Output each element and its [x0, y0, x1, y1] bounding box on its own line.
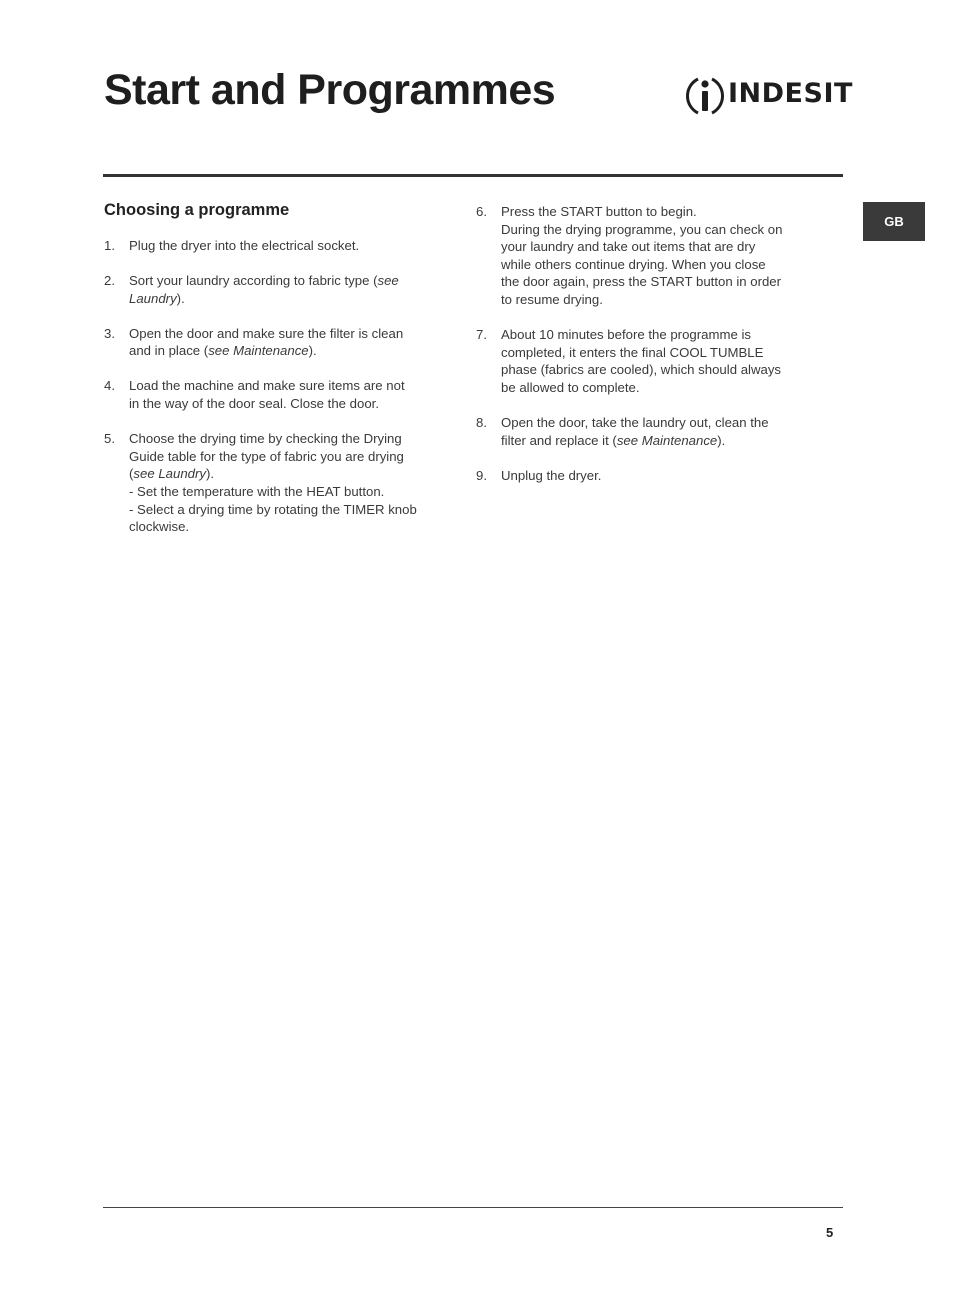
- step-text: Guide table for the type of fabric you are drying: [129, 448, 404, 464]
- step-text: be allowed to complete.: [501, 379, 640, 395]
- step-number: 3.: [104, 325, 115, 341]
- step-text: your laundry and take out items that are dry: [501, 239, 756, 255]
- step-text: clockwise.: [129, 519, 190, 535]
- list-item: [476, 203, 821, 309]
- step-text: the door again, press the START button in order: [501, 274, 782, 290]
- step-number: 6.: [476, 204, 487, 219]
- step-text: - Select a drying time by rotating the TIMER knob: [129, 501, 417, 517]
- step-number: 8.: [476, 414, 487, 430]
- step-text: Plug the dryer into the electrical socket.: [129, 238, 360, 253]
- step-number: 5.: [104, 431, 115, 447]
- step-text: Press the START button to begin.: [501, 204, 697, 219]
- step-text: Unplug the dryer.: [501, 467, 602, 483]
- list-item: [104, 272, 449, 307]
- list-item: [476, 326, 821, 396]
- step-text: phase (fabrics are cooled), which should always: [501, 362, 782, 378]
- list-item: [104, 430, 449, 536]
- step-text: (see Laundry).: [129, 466, 215, 482]
- step-text: completed, it enters the final COOL TUMBLE: [501, 344, 764, 360]
- step-text: to resume drying.: [501, 291, 603, 307]
- step-text: in the way of the door seal. Close the door.: [129, 396, 379, 412]
- step-text: Open the door and make sure the filter is clean: [129, 325, 404, 341]
- language-tab: GB: [863, 202, 925, 241]
- step-text: About 10 minutes before the programme is: [501, 327, 751, 343]
- step-number: 4.: [104, 378, 115, 394]
- page-number: 5: [826, 1225, 834, 1240]
- list-item: [104, 377, 449, 412]
- step-text: Open the door, take the laundry out, clean the: [501, 414, 769, 430]
- brand-name: INDESIT: [728, 78, 853, 109]
- step-text: while others continue drying. When you close: [501, 256, 766, 272]
- steps-list-right: [476, 203, 821, 484]
- list-item: [476, 467, 821, 485]
- step-number: 2.: [104, 273, 115, 289]
- footer-rule: [103, 1207, 843, 1208]
- step-text: - Set the temperature with the HEAT button.: [129, 483, 385, 499]
- indesit-logo-icon: [684, 74, 726, 118]
- step-text: Choose the drying time by checking the Drying: [129, 431, 402, 447]
- section-heading: Choosing a programme: [104, 201, 290, 219]
- step-text: During the drying programme, you can check on: [501, 221, 783, 237]
- step-text: Load the machine and make sure items are not: [129, 378, 405, 394]
- step-text: and in place (see Maintenance).: [129, 343, 317, 359]
- step-number: 9.: [476, 467, 487, 483]
- indesit-logo: [684, 74, 853, 118]
- steps-list-left: [104, 237, 449, 536]
- list-item: [476, 414, 821, 449]
- list-item: [104, 325, 449, 360]
- step-number: 7.: [476, 327, 487, 343]
- step-number: 1.: [104, 238, 115, 253]
- step-text: filter and replace it (see Maintenance).: [501, 432, 726, 448]
- header-rule: [103, 174, 843, 177]
- step-text: Laundry).: [129, 290, 185, 306]
- page-title: Start and Programmes: [104, 66, 556, 114]
- list-item: [104, 237, 449, 255]
- step-text: Sort your laundry according to fabric type (see: [129, 273, 399, 289]
